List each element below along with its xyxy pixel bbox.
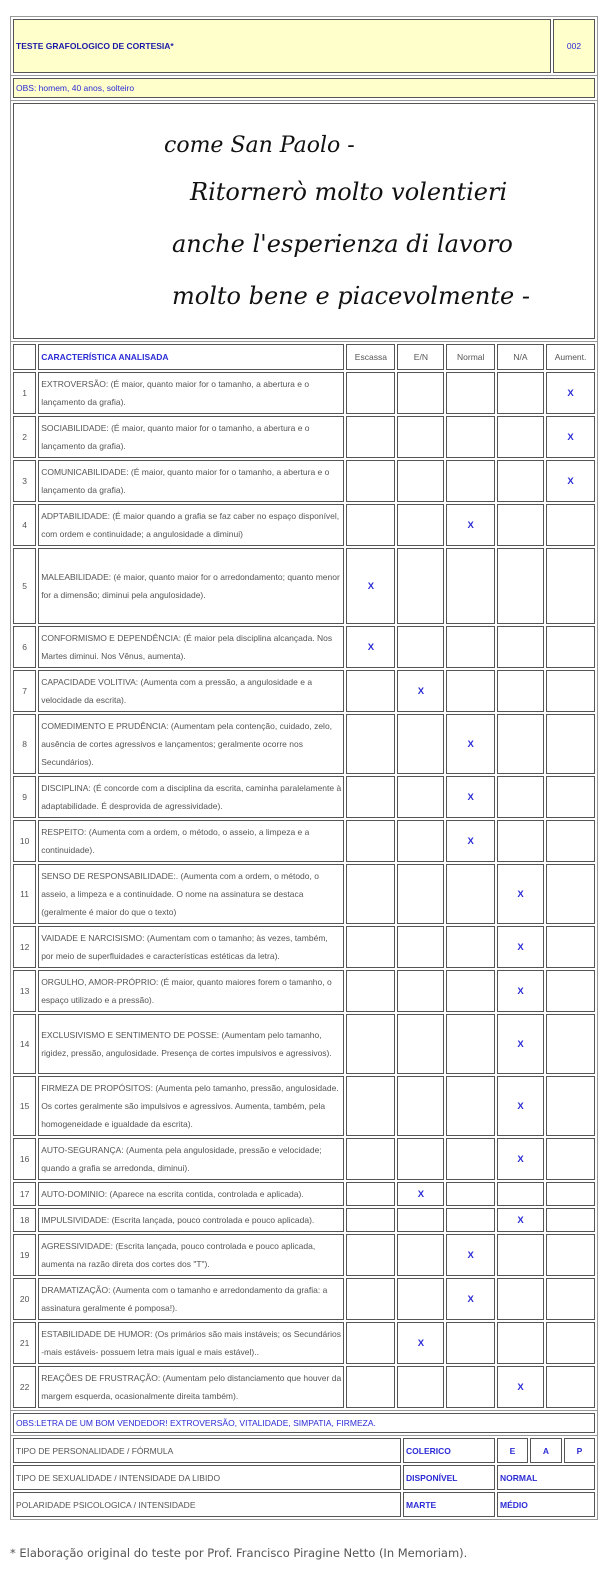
sexuality-value: DISPONÍVEL	[403, 1465, 495, 1490]
obs2-table	[10, 1410, 598, 1436]
rating-cell	[546, 1182, 595, 1206]
rating-cell	[446, 1208, 494, 1232]
rating-cell	[546, 1366, 595, 1408]
table-row	[13, 626, 595, 668]
row-description: DISCIPLINA: (É concorde com a disciplina da escrita, caminha paralelamente à adaptabilidade. É desprovida de agressividade).	[38, 776, 344, 818]
rating-mark: X	[517, 1381, 524, 1393]
rating-mark: X	[517, 1153, 524, 1165]
rating-cell	[446, 970, 494, 1012]
row-number: 16	[13, 1138, 36, 1180]
rating-cell	[397, 1234, 444, 1276]
row-description: RESPEITO: (Aumenta com a ordem, o método, o asseio, a limpeza e a continuidade).	[38, 820, 344, 862]
rating-cell	[397, 460, 444, 502]
rating-cell	[397, 970, 444, 1012]
row-number: 2	[13, 416, 36, 458]
formula-p: P	[564, 1438, 595, 1463]
handwriting-image	[14, 104, 592, 336]
table-row	[13, 820, 595, 862]
rating-cell	[346, 714, 395, 774]
row-description: MALEABILIDADE: (é maior, quanto maior for o arredondamento; quanto menor for a dimensão; diminui pela angulosidade).	[38, 548, 344, 624]
obs2-text: OBS:LETRA DE UM BOM VENDEDOR! EXTROVERSÃO, VITALIDADE, SIMPATIA, FIRMEZA.	[13, 1413, 595, 1433]
handwriting-line-3: anche l'esperienza di lavoro	[172, 230, 513, 258]
rating-cell	[346, 864, 395, 924]
characteristics-header: CARACTERÍSTICA ANALISADA	[38, 344, 344, 370]
polarity-value: MARTE	[403, 1492, 495, 1517]
rating-cell	[497, 714, 544, 774]
row-description: EXTROVERSÃO: (É maior, quanto maior for o tamanho, a abertura e o lançamento da grafia).	[38, 372, 344, 414]
rating-cell	[397, 1138, 444, 1180]
handwriting-sample	[13, 103, 595, 339]
rating-cell	[497, 970, 544, 1012]
rating-cell	[497, 626, 544, 668]
row-description: FIRMEZA DE PROPÓSITOS: (Aumenta pelo tamanho, pressão, angulosidade. Os cortes geralmente são impulsivos e agressivos. Aumenta, também, pela homogeneidade e igualdade da escrita).	[38, 1076, 344, 1136]
row-description: ESTABILIDADE DE HUMOR: (Os primários são mais instáveis; os Secundários -mais estáveis- possuem letra mais igual e mais estável)..	[38, 1322, 344, 1364]
rating-cell	[446, 416, 494, 458]
handwriting-table	[10, 100, 598, 342]
rating-cell	[346, 460, 395, 502]
rating-cell	[546, 504, 595, 546]
table-row	[13, 970, 595, 1012]
rating-cell	[497, 926, 544, 968]
row-number: 8	[13, 714, 36, 774]
row-description: SENSO DE RESPONSABILIDADE:. (Aumenta com a ordem, o método, o asseio, a limpeza e a continuidade. O nome na assinatura se destaca (geralmente é maior do que o texto)	[38, 864, 344, 924]
row-number: 12	[13, 926, 36, 968]
column-header-en: E/N	[397, 344, 444, 370]
rating-cell	[546, 820, 595, 862]
polarity-intensity: MÉDIO	[497, 1492, 595, 1517]
rating-mark: X	[517, 941, 524, 953]
row-description: ORGULHO, AMOR-PRÓPRIO: (É maior, quanto maiores forem o tamanho, o espaço utilizado e a pressão).	[38, 970, 344, 1012]
rating-cell	[497, 460, 544, 502]
rating-cell	[446, 626, 494, 668]
rating-cell	[497, 416, 544, 458]
rating-cell	[346, 372, 395, 414]
rating-cell	[546, 1322, 595, 1364]
handwriting-line-2: Ritornerò molto volentieri	[190, 178, 508, 206]
table-row	[13, 1182, 595, 1206]
rating-cell	[546, 1234, 595, 1276]
rating-cell	[346, 670, 395, 712]
header-table	[10, 16, 598, 76]
table-row	[13, 416, 595, 458]
personality-label: TIPO DE PERSONALIDADE / FÓRMULA	[13, 1438, 401, 1463]
rating-cell	[497, 776, 544, 818]
table-row	[13, 776, 595, 818]
rating-cell	[397, 1182, 444, 1206]
rating-cell	[546, 970, 595, 1012]
rating-cell	[446, 548, 494, 624]
row-number: 21	[13, 1322, 36, 1364]
row-number: 18	[13, 1208, 36, 1232]
rating-cell	[446, 714, 494, 774]
table-row	[13, 504, 595, 546]
table-row	[13, 1322, 595, 1364]
rating-cell	[446, 1234, 494, 1276]
row-number: 13	[13, 970, 36, 1012]
column-header-aument: Aument.	[546, 344, 595, 370]
rating-cell	[497, 864, 544, 924]
row-number: 14	[13, 1014, 36, 1074]
handwriting-line-1: come San Paolo -	[164, 133, 355, 158]
rating-cell	[397, 776, 444, 818]
table-row	[13, 1076, 595, 1136]
obs-text: OBS: homem, 40 anos, solteiro	[13, 78, 595, 98]
row-number: 20	[13, 1278, 36, 1320]
rating-mark: X	[567, 431, 574, 443]
rating-cell	[397, 504, 444, 546]
row-number: 17	[13, 1182, 36, 1206]
rating-cell	[546, 1014, 595, 1074]
rating-cell	[346, 416, 395, 458]
rating-cell	[446, 670, 494, 712]
rating-cell	[346, 1278, 395, 1320]
formula-a: A	[530, 1438, 562, 1463]
rating-cell	[546, 1138, 595, 1180]
rating-mark: X	[417, 1188, 425, 1200]
rating-cell	[497, 1182, 544, 1206]
row-number: 6	[13, 626, 36, 668]
row-description: VAIDADE E NARCISISMO: (Aumentam com o tamanho; às vezes, também, por meio de superfluidades e características estéticas da letra).	[38, 926, 344, 968]
handwriting-line-4: molto bene e piacevolmente -	[172, 282, 530, 310]
rating-cell	[397, 548, 444, 624]
rating-mark: X	[467, 791, 474, 803]
rating-mark: X	[517, 888, 524, 900]
table-row	[13, 1234, 595, 1276]
rating-cell	[446, 864, 494, 924]
rating-mark: X	[517, 1038, 524, 1050]
characteristics-table	[10, 341, 598, 1411]
rating-cell	[446, 1278, 494, 1320]
column-header-escassa: Escassa	[346, 344, 395, 370]
rating-mark: X	[367, 580, 375, 592]
row-number: 7	[13, 670, 36, 712]
table-row	[13, 372, 595, 414]
rating-mark: X	[467, 738, 474, 750]
rating-cell	[397, 714, 444, 774]
table-row	[13, 926, 595, 968]
column-header-normal: Normal	[446, 344, 494, 370]
row-description: SOCIABILIDADE: (É maior, quanto maior for o tamanho, a abertura e o lançamento da grafia).	[38, 416, 344, 458]
rating-cell	[546, 548, 595, 624]
row-description: CONFORMISMO E DEPENDÊNCIA: (É maior pela disciplina alcançada. Nos Martes diminui. Nos Vênus, aumenta).	[38, 626, 344, 668]
rating-mark: X	[567, 475, 574, 487]
rating-cell	[497, 1138, 544, 1180]
rating-cell	[546, 1208, 595, 1232]
rating-cell	[546, 1278, 595, 1320]
rating-cell	[397, 864, 444, 924]
rating-cell	[397, 416, 444, 458]
rating-mark: X	[517, 1100, 524, 1112]
row-number: 10	[13, 820, 36, 862]
row-number: 15	[13, 1076, 36, 1136]
rating-cell	[397, 670, 444, 712]
table-row	[13, 864, 595, 924]
rating-cell	[346, 626, 395, 668]
rating-cell	[497, 548, 544, 624]
rating-cell	[497, 820, 544, 862]
table-row	[13, 1366, 595, 1408]
rating-cell	[546, 670, 595, 712]
row-description: EXCLUSIVISMO E SENTIMENTO DE POSSE: (Aumentam pelo tamanho, rigidez, pressão, angulosidade. Presença de cortes impulsivos e agressivos).	[38, 1014, 344, 1074]
rating-cell	[346, 548, 395, 624]
rating-cell	[546, 1076, 595, 1136]
rating-mark: X	[467, 519, 474, 531]
rating-cell	[446, 1182, 494, 1206]
form-title: TESTE GRAFOLOGICO DE CORTESIA*	[13, 19, 551, 73]
rating-cell	[446, 1138, 494, 1180]
rating-cell	[497, 1234, 544, 1276]
row-number: 9	[13, 776, 36, 818]
rating-mark: X	[517, 985, 524, 997]
rating-cell	[546, 864, 595, 924]
table-row	[13, 1014, 595, 1074]
rating-cell	[346, 1138, 395, 1180]
row-description: COMUNICABILIDADE: (É maior, quanto maior for o tamanho, a abertura e o lançamento da grafia).	[38, 460, 344, 502]
rating-cell	[446, 1366, 494, 1408]
rating-cell	[546, 416, 595, 458]
rating-cell	[546, 460, 595, 502]
row-number: 5	[13, 548, 36, 624]
rating-cell	[497, 1322, 544, 1364]
row-description: REAÇÕES DE FRUSTRAÇÃO: (Aumentam pelo distanciamento que houver da margem esquerda, ocasionalmente direita também).	[38, 1366, 344, 1408]
rating-mark: X	[367, 641, 375, 653]
rating-cell	[497, 1208, 544, 1232]
rating-cell	[346, 1076, 395, 1136]
rating-cell	[446, 372, 494, 414]
rating-cell	[497, 1014, 544, 1074]
rating-cell	[446, 1076, 494, 1136]
rating-cell	[546, 776, 595, 818]
row-description: ADPTABILIDADE: (É maior quando a grafia se faz caber no espaço disponível, com ordem e continuidade; a angulosidade a diminui)	[38, 504, 344, 546]
personality-value: COLERICO	[403, 1438, 495, 1463]
test-form	[10, 16, 598, 1520]
rating-mark: X	[467, 1293, 474, 1305]
table-row	[13, 1208, 595, 1232]
polarity-label: POLARIDADE PSICOLOGICA / INTENSIDADE	[13, 1492, 401, 1517]
rating-cell	[346, 1234, 395, 1276]
row-description: IMPULSIVIDADE: (Escrita lançada, pouco controlada e pouco aplicada).	[38, 1208, 344, 1232]
row-description: COMEDIMENTO E PRUDÊNCIA: (Aumentam pela contenção, cuidado, zelo, ausência de cortes agressivos e lançamentos; geralmente ocorre nos Secundários).	[38, 714, 344, 774]
rating-cell	[397, 1366, 444, 1408]
rating-cell	[346, 504, 395, 546]
row-number: 11	[13, 864, 36, 924]
row-description: AUTO-SEGURANÇA: (Aumenta pela angulosidade, pressão e velocidade; quando a grafia se arredonda, diminui).	[38, 1138, 344, 1180]
rating-cell	[397, 626, 444, 668]
rating-cell	[397, 1076, 444, 1136]
rating-cell	[497, 372, 544, 414]
table-row	[13, 1138, 595, 1180]
rating-cell	[446, 460, 494, 502]
rating-cell	[497, 1076, 544, 1136]
column-header-na: N/A	[497, 344, 544, 370]
rating-cell	[397, 1208, 444, 1232]
rating-cell	[497, 670, 544, 712]
rating-cell	[446, 1322, 494, 1364]
characteristics-rows	[13, 372, 595, 1408]
form-code: 002	[553, 19, 595, 73]
table-row	[13, 1278, 595, 1320]
rating-cell	[346, 1366, 395, 1408]
sexuality-label: TIPO DE SEXUALIDADE / INTENSIDADE DA LIBIDO	[13, 1465, 401, 1490]
formula-e: E	[497, 1438, 528, 1463]
rating-cell	[546, 926, 595, 968]
rating-mark: X	[467, 1249, 474, 1261]
table-row	[13, 714, 595, 774]
rating-cell	[497, 1278, 544, 1320]
table-row	[13, 670, 595, 712]
rating-cell	[346, 926, 395, 968]
footnote: * Elaboração original do teste por Prof. Francisco Piragine Netto (In Memoriam).	[10, 1546, 468, 1560]
row-number: 1	[13, 372, 36, 414]
row-number: 3	[13, 460, 36, 502]
row-number: 22	[13, 1366, 36, 1408]
rating-cell	[546, 714, 595, 774]
rating-mark: X	[567, 387, 574, 399]
rating-mark: X	[467, 835, 474, 847]
row-number: 19	[13, 1234, 36, 1276]
rating-cell	[346, 1322, 395, 1364]
rating-cell	[397, 1278, 444, 1320]
rating-cell	[497, 1366, 544, 1408]
rating-cell	[446, 776, 494, 818]
rating-cell	[497, 504, 544, 546]
sexuality-intensity: NORMAL	[497, 1465, 595, 1490]
row-description: AUTO-DOMINIO: (Aparece na escrita contida, controlada e aplicada).	[38, 1182, 344, 1206]
summary-table	[10, 1435, 598, 1520]
rating-cell	[397, 820, 444, 862]
rating-cell	[346, 820, 395, 862]
obs-table	[10, 75, 598, 101]
rating-mark: X	[417, 1337, 425, 1349]
rating-mark: X	[517, 1214, 524, 1226]
rating-cell	[397, 1322, 444, 1364]
rating-cell	[346, 1014, 395, 1074]
rating-cell	[346, 970, 395, 1012]
table-row	[13, 548, 595, 624]
rating-cell	[346, 776, 395, 818]
rating-cell	[446, 1014, 494, 1074]
rating-cell	[546, 626, 595, 668]
rating-cell	[446, 504, 494, 546]
rating-cell	[397, 372, 444, 414]
row-description: AGRESSIVIDADE: (Escrita lançada, pouco controlada e pouco aplicada, aumenta na razão direta dos cortes dos "T").	[38, 1234, 344, 1276]
row-number: 4	[13, 504, 36, 546]
row-description: CAPACIDADE VOLITIVA: (Aumenta com a pressão, a angulosidade e a velocidade da escrita).	[38, 670, 344, 712]
rating-cell	[446, 926, 494, 968]
rating-cell	[397, 926, 444, 968]
row-description: DRAMATIZAÇÃO: (Aumenta com o tamanho e arredondamento da grafia: a assinatura geralmente é pomposa!).	[38, 1278, 344, 1320]
table-row	[13, 460, 595, 502]
rating-cell	[346, 1182, 395, 1206]
rating-mark: X	[417, 685, 425, 697]
rating-cell	[397, 1014, 444, 1074]
rating-cell	[446, 820, 494, 862]
rating-cell	[546, 372, 595, 414]
rating-cell	[346, 1208, 395, 1232]
